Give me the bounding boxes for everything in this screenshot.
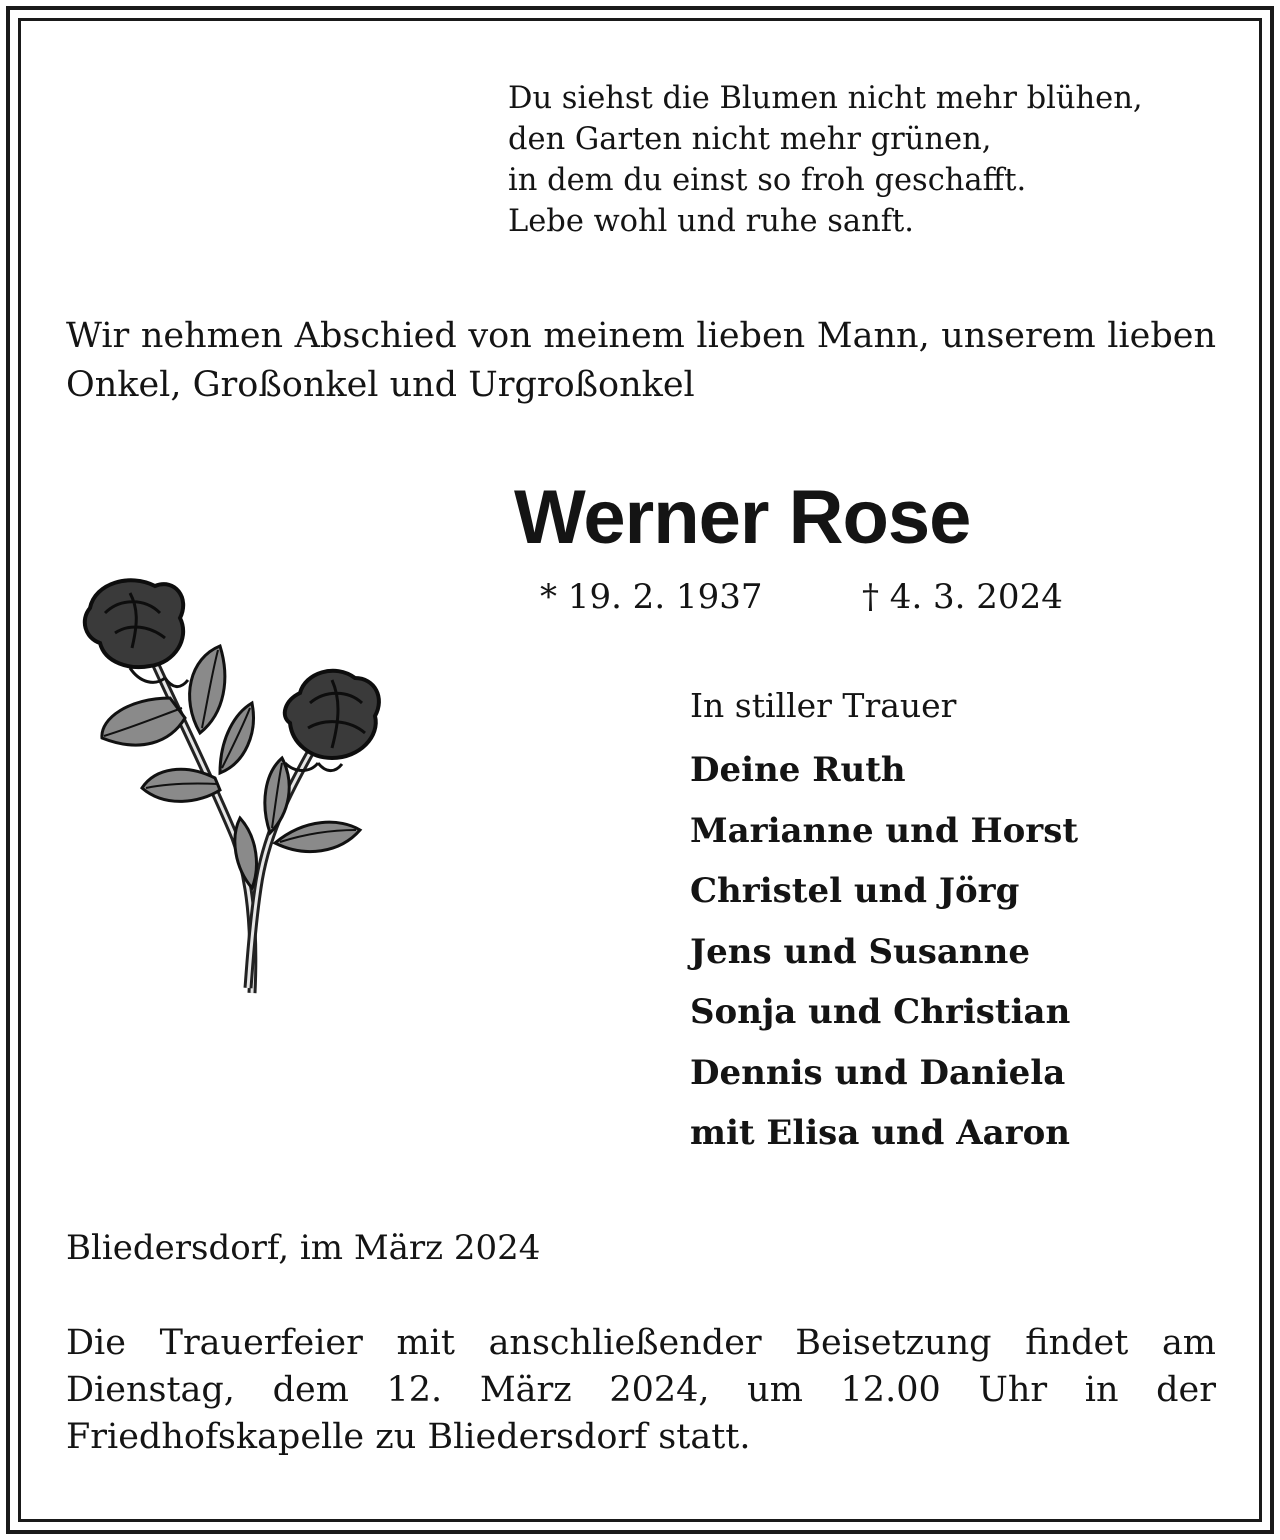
farewell-intro: Wir nehmen Abschied von meinem lieben Mann, unserem lieben Onkel, Großonkel und Urgroßonkel: [66, 316, 1216, 405]
birth-date: * 19. 2. 1937: [540, 577, 763, 617]
poem-line: Du siehst die Blumen nicht mehr blühen,: [508, 81, 1143, 116]
mourner-name: Sonja und Christian: [690, 992, 1071, 1032]
mourner-name: mit Elisa und Aaron: [690, 1113, 1070, 1153]
deceased-name: Werner Rose: [514, 475, 971, 560]
poem-line: in dem du einst so froh geschafft.: [508, 163, 1027, 198]
mourner-name: Marianne und Horst: [690, 810, 1079, 851]
death-date: † 4. 3. 2024: [862, 577, 1063, 617]
poem: [508, 78, 1143, 242]
funeral-service-notice: Die Trauerfeier mit anschließender Beisetzung findet am Dienstag, dem 12. März 2024, um 12.00 Uhr in der Friedhofskapelle zu Bliedersdorf statt.: [66, 1323, 1216, 1457]
poem-line: den Garten nicht mehr grünen,: [508, 122, 992, 157]
place-date: Bliedersdorf, im März 2024: [66, 1228, 541, 1268]
mourner-name: Deine Ruth: [690, 750, 906, 790]
poem-line: Lebe wohl und ruhe sanft.: [508, 204, 914, 239]
mourner-name: Jens und Susanne: [690, 931, 1030, 972]
mourner-name: Christel und Jörg: [690, 871, 1020, 911]
roses-icon: [60, 568, 400, 1008]
mourner-name: Dennis und Daniela: [690, 1052, 1066, 1093]
mourners-list: [690, 740, 1078, 1164]
mourning-label: In stiller Trauer: [690, 686, 957, 725]
